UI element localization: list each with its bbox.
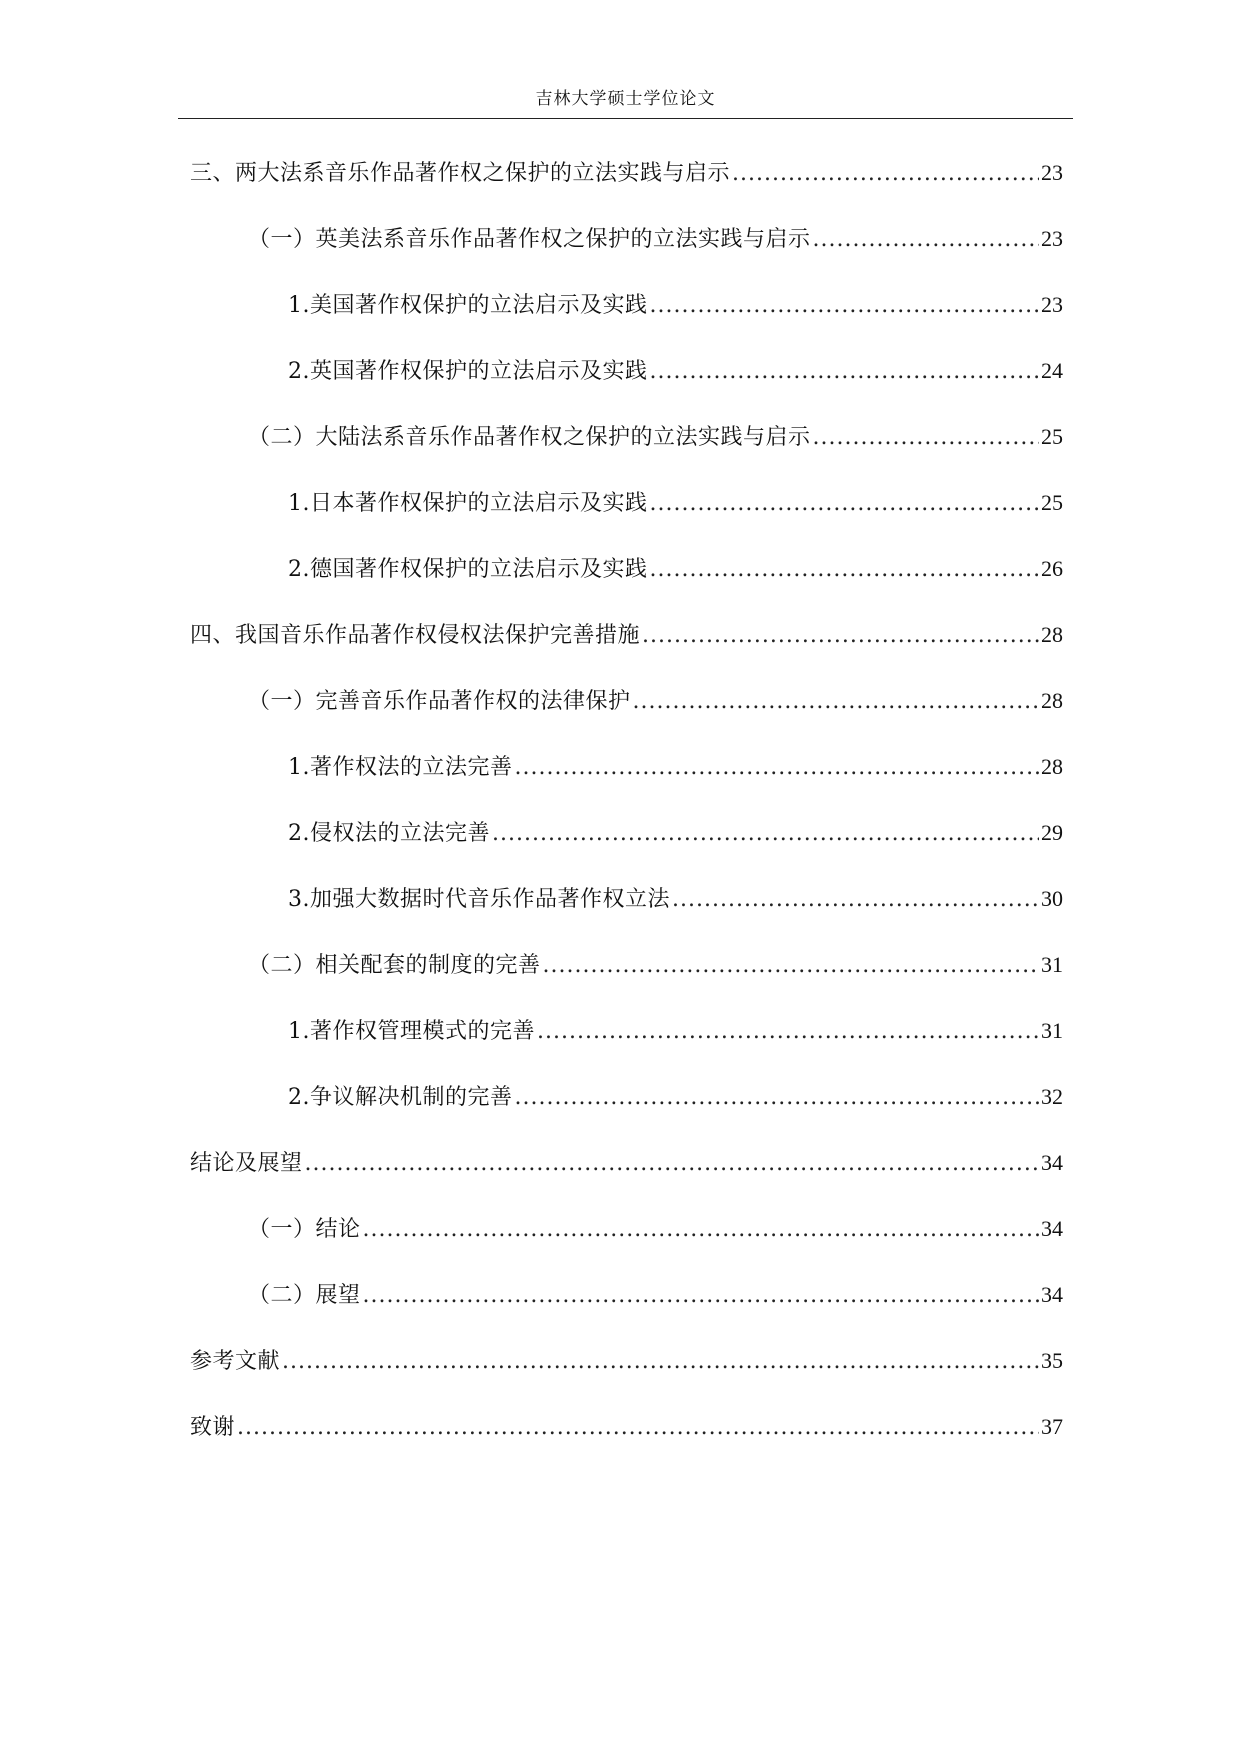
- toc-dot-leader: [650, 293, 1040, 319]
- toc-page-number: 28: [1041, 688, 1063, 713]
- toc-page-number: 28: [1041, 622, 1063, 647]
- toc-entry[interactable]: [190, 688, 1063, 754]
- toc-page-number: 24: [1041, 358, 1063, 383]
- toc-page-number: 37: [1041, 1414, 1063, 1439]
- toc-entry[interactable]: [190, 1216, 1063, 1282]
- toc-dot-leader: [650, 491, 1040, 517]
- toc-dot-leader: [282, 1349, 1039, 1375]
- toc-page-number: 34: [1041, 1150, 1063, 1175]
- toc-dot-leader: [237, 1415, 1039, 1441]
- toc-page-number: 23: [1041, 160, 1063, 185]
- toc-entry-label: 三、两大法系音乐作品著作权之保护的立法实践与启示: [190, 161, 731, 186]
- toc-entry[interactable]: [190, 1348, 1063, 1414]
- toc-entry[interactable]: [190, 622, 1063, 688]
- toc-entry-label: 四、我国音乐作品著作权侵权法保护完善措施: [190, 623, 641, 648]
- toc-entry[interactable]: [190, 292, 1063, 358]
- toc-dot-leader: [633, 689, 1039, 715]
- toc-entry[interactable]: [190, 226, 1063, 292]
- toc-page-number: 28: [1041, 754, 1063, 779]
- toc-entry-label: （二）展望: [248, 1283, 361, 1308]
- toc-entry-label: 2.德国著作权保护的立法启示及实践: [288, 557, 648, 582]
- header-title: 吉林大学硕士学位论文: [535, 89, 716, 109]
- toc-dot-leader: [537, 1019, 1039, 1045]
- toc-entry-label: （二）大陆法系音乐作品著作权之保护的立法实践与启示: [248, 425, 811, 450]
- toc-entry-label: 1.著作权法的立法完善: [288, 755, 513, 780]
- toc-entry-label: 3.加强大数据时代音乐作品著作权立法: [288, 887, 670, 912]
- toc-dot-leader: [672, 887, 1039, 913]
- toc-entry-label: （一）完善音乐作品著作权的法律保护: [248, 689, 631, 714]
- toc-dot-leader: [642, 623, 1039, 649]
- toc-entry-label: 参考文献: [190, 1349, 281, 1374]
- toc-entry-label: 2.英国著作权保护的立法启示及实践: [288, 359, 648, 384]
- toc-entry[interactable]: [190, 160, 1063, 226]
- toc-entry-label: （二）相关配套的制度的完善: [248, 953, 541, 978]
- toc-entry-label: 1.美国著作权保护的立法启示及实践: [288, 293, 648, 318]
- toc-page-number: 34: [1041, 1282, 1063, 1307]
- toc-entry[interactable]: [190, 886, 1063, 952]
- toc-entry[interactable]: [190, 1282, 1063, 1348]
- toc-entry[interactable]: [190, 1150, 1063, 1216]
- toc-entry[interactable]: [190, 952, 1063, 1018]
- toc-entry[interactable]: [190, 1018, 1063, 1084]
- toc-page-number: 23: [1041, 226, 1063, 251]
- toc-dot-leader: [363, 1217, 1039, 1243]
- toc-entry[interactable]: [190, 1084, 1063, 1150]
- toc-entry[interactable]: [190, 820, 1063, 886]
- table-of-contents: [190, 160, 1063, 1480]
- toc-dot-leader: [650, 557, 1040, 583]
- page-header: [178, 88, 1073, 119]
- toc-entry-label: （一）结论: [248, 1217, 361, 1242]
- toc-page-number: 30: [1041, 886, 1063, 911]
- toc-dot-leader: [515, 1085, 1040, 1111]
- toc-entry[interactable]: [190, 1414, 1063, 1480]
- toc-page-number: 26: [1041, 556, 1063, 581]
- toc-dot-leader: [813, 227, 1039, 253]
- toc-entry[interactable]: [190, 424, 1063, 490]
- toc-entry-label: 致谢: [190, 1415, 236, 1440]
- toc-page-number: 25: [1041, 424, 1063, 449]
- toc-dot-leader: [543, 953, 1039, 979]
- toc-entry-label: 2.侵权法的立法完善: [288, 821, 490, 846]
- toc-dot-leader: [492, 821, 1039, 847]
- toc-page-number: 23: [1041, 292, 1063, 317]
- toc-dot-leader: [650, 359, 1040, 385]
- toc-entry[interactable]: [190, 490, 1063, 556]
- toc-entry[interactable]: [190, 556, 1063, 622]
- toc-page-number: 34: [1041, 1216, 1063, 1241]
- toc-page-number: 31: [1041, 1018, 1063, 1043]
- toc-dot-leader: [363, 1283, 1039, 1309]
- toc-entry-label: 1.著作权管理模式的完善: [288, 1019, 535, 1044]
- toc-dot-leader: [305, 1151, 1039, 1177]
- toc-dot-leader: [515, 755, 1040, 781]
- toc-page-number: 32: [1041, 1084, 1063, 1109]
- toc-entry-label: 1.日本著作权保护的立法启示及实践: [288, 491, 648, 516]
- toc-dot-leader: [813, 425, 1039, 451]
- toc-entry[interactable]: [190, 358, 1063, 424]
- toc-entry-label: （一）英美法系音乐作品著作权之保护的立法实践与启示: [248, 227, 811, 252]
- toc-entry[interactable]: [190, 754, 1063, 820]
- toc-page-number: 31: [1041, 952, 1063, 977]
- toc-entry-label: 2.争议解决机制的完善: [288, 1085, 513, 1110]
- toc-page-number: 29: [1041, 820, 1063, 845]
- toc-dot-leader: [732, 161, 1039, 187]
- toc-page-number: 25: [1041, 490, 1063, 515]
- toc-page-number: 35: [1041, 1348, 1063, 1373]
- toc-entry-label: 结论及展望: [190, 1151, 303, 1176]
